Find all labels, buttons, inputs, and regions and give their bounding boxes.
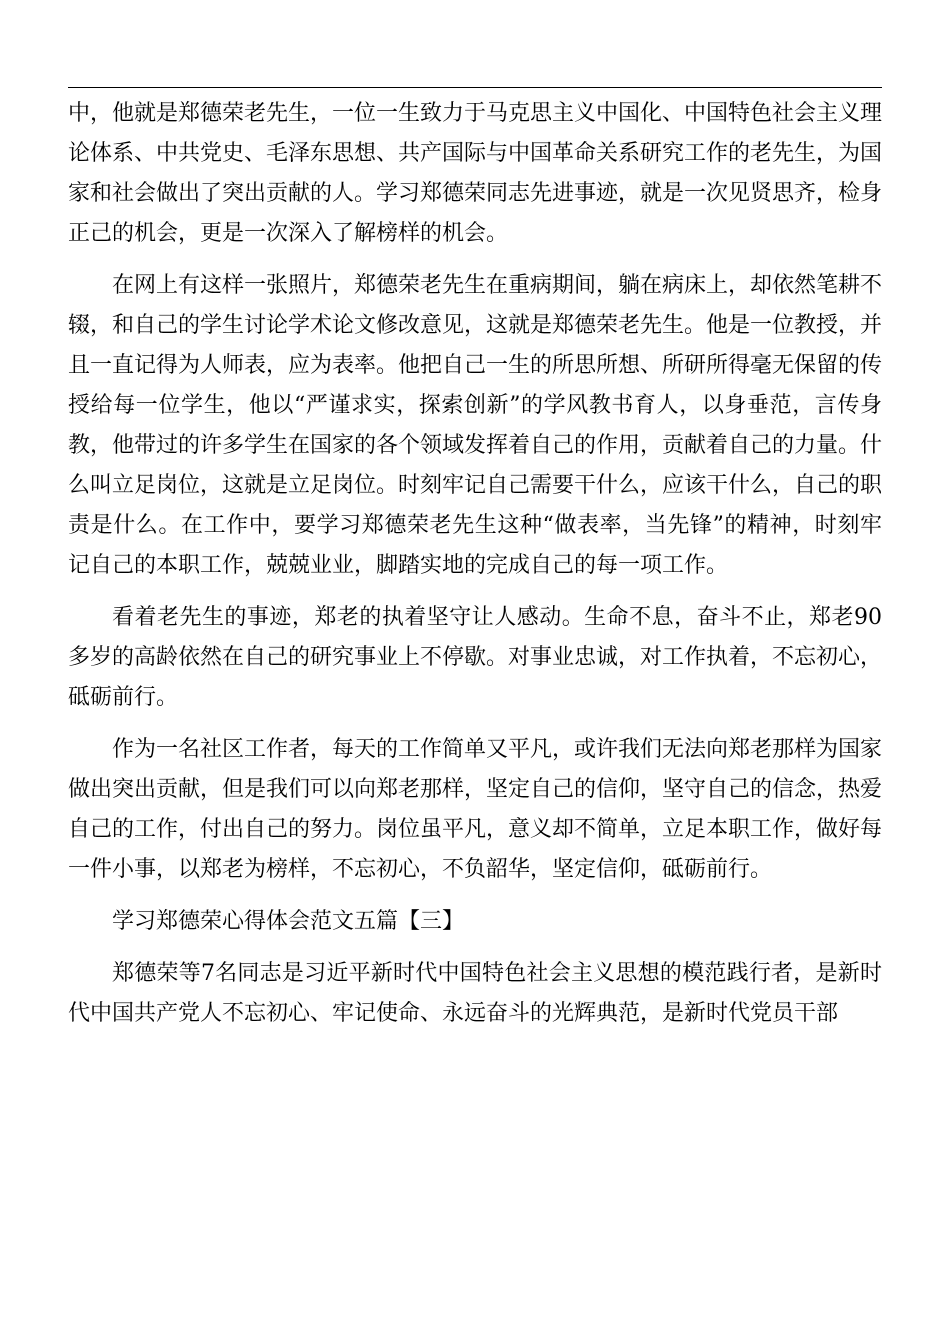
header-rule: [68, 87, 882, 88]
paragraph-photo-story: 在网上有这样一张照片，郑德荣老先生在重病期间，躺在病床上，却依然笔耕不辍，和自己的学生讨论学术论文修改意见，这就是郑德荣老先生。他是一位教授，并且一直记得为人师表，应为表率。他把自己一生的所思所想、所研所得毫无保留的传授给每一位学生，他以“严谨求实，探索创新”的学风教书育人，以身垂范，言传身教，他带过的许多学生在国家的各个领域发挥着自己的作用，贡献着自己的力量。什么叫立足岗位，这就是立足岗位。时刻牢记自己需要干什么，应该干什么，自己的职责是什么。在工作中，要学习郑德荣老先生这种“做表率，当先锋”的精神，时刻牢记自己的本职工作，兢兢业业，脚踏实地的完成自己的每一项工作。: [68, 273, 883, 578]
document-body: [68, 94, 882, 1046]
section-heading: 学习郑德荣心得体会范文五篇【三】: [112, 909, 465, 934]
paragraph-perseverance: 看着老先生的事迹，郑老的执着坚守让人感动。生命不息，奋斗不止，郑老90多岁的高龄依然在自己的研究事业上不停歇。对事业忠诚，对工作执着，不忘初心，砥砺前行。: [68, 605, 883, 710]
paragraph-section-three-start: 郑德荣等7名同志是习近平新时代中国特色社会主义思想的模范践行者，是新时代中国共产党人不忘初心、牢记使命、永远奋斗的光辉典范，是新时代党员干部: [68, 961, 882, 1026]
paragraph-community-worker: 作为一名社区工作者，每天的工作简单又平凡，或许我们无法向郑老那样为国家做出突出贡献，但是我们可以向郑老那样，坚定自己的信仰，坚守自己的信念，热爱自己的工作，付出自己的努力。岗位虽平凡，意义却不简单，立足本职工作，做好每一件小事，以郑老为榜样，不忘初心，不负韶华，坚定信仰，砥砺前行。: [68, 737, 883, 882]
paragraph-continued: 中，他就是郑德荣老先生，一位一生致力于马克思主义中国化、中国特色社会主义理论体系、中共党史、毛泽东思想、共产国际与中国革命关系研究工作的老先生，为国家和社会做出了突出贡献的人。学习郑德荣同志先进事迹，就是一次见贤思齐，检身正己的机会，更是一次深入了解榜样的机会。: [68, 101, 883, 246]
